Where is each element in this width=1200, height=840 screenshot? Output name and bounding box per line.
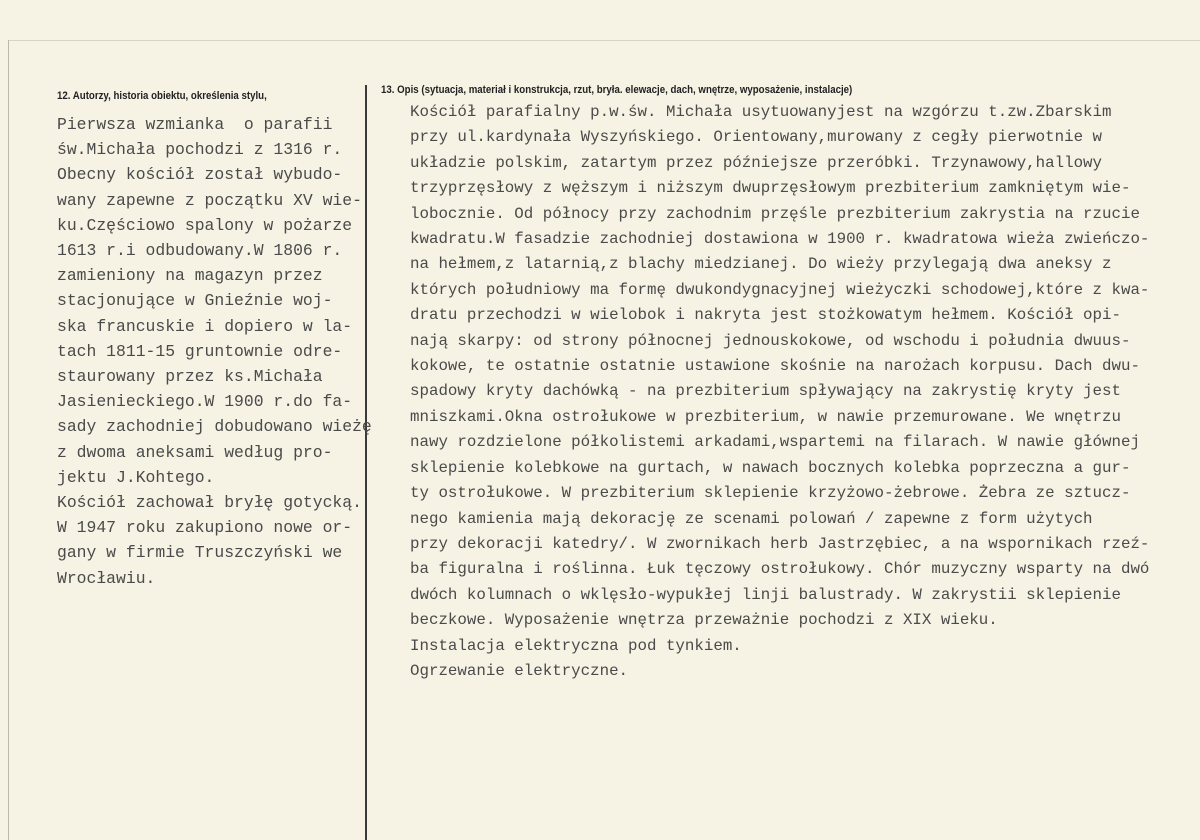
text-line: Kościół parafialny p.w.św. Michała usytuowanyjest na wzgórzu t.zw.Zbarskim [410,103,1112,121]
section-12-heading: 12. Autorzy, historia obiektu, określenia stylu, [57,90,267,102]
text-line: nego kamienia mają dekorację ze scenami polowań / zapewne z form użytych [410,509,1093,528]
text-line: W 1947 roku zakupiono nowe or- [57,518,353,538]
text-line: gany w firmie Truszczyński we [57,543,343,563]
text-line: beczkowe. Wyposażenie wnętrza przeważnie pochodzi z XIX wieku. [410,611,998,630]
text-line: sady zachodniej dobudowano wieżę [57,417,372,437]
text-line: św.Michała pochodzi z 1316 r. [57,140,343,160]
text-line: nają skarpy: od strony północnej jednouskokowe, od wschodu i południa dwuus- [410,331,1131,350]
text-line: Wrocławiu. [57,568,156,588]
text-line: ku.Częściowo spalony w pożarze [57,215,353,235]
text-line: Obecny kościół został wybudo- [57,165,343,185]
text-line: dratu przechodzi w wielobok i nakryta jest stożkowatym hełmem. Kościół opi- [410,306,1121,325]
text-line: tach 1811-15 gruntownie odre- [57,341,343,361]
text-line: ska francuskie i dopiero w la- [57,316,353,336]
text-line: Kościół zachował bryłę gotycką. [57,493,362,513]
text-line: 1613 r.i odbudowany.W 1806 r. [57,241,343,261]
text-line: lobocznie. Od północy przy zachodnim przęśle prezbiterium zakrystia na rzucie [410,204,1140,223]
text-line: których południowy ma formę dwukondygnacyjnej wieżyczki schodowej,które z kwa- [410,280,1150,299]
text-line: Ogrzewanie elektryczne. [410,661,629,680]
text-line: Instalacja elektryczna pod tynkiem. [410,636,742,655]
text-line: staurowany przez ks.Michała [57,367,323,387]
section-12-text [57,112,372,591]
text-line: kokowe, te ostatnie ostatnie ustawione skośnie na narożach korpusu. Dach dwu- [410,357,1140,376]
text-line: dwóch kolumnach o wklęsło-wypukłej linji balustrady. W zakrystii sklepienie [410,585,1121,604]
text-line: na hełmem,z latarnią,z blachy miedzianej. Do wieży przylegają dwa aneksy z [410,255,1112,274]
text-line: ty ostrołukowe. W prezbiterium sklepienie krzyżowo-żebrowe. Żebra ze sztucz- [410,484,1131,503]
page-border-left [8,40,9,840]
text-line: wany zapewne z początku XV wie- [57,190,362,210]
text-line: sklepienie kolebkowe na gurtach, w nawach bocznych kolebka poprzeczna a gur- [410,458,1131,477]
page-border-top [8,40,1200,41]
section-13-text [410,100,1149,684]
text-line: z dwoma aneksami według pro- [57,442,333,462]
text-line: ba figuralna i roślinna. Łuk tęczowy ostrołukowy. Chór muzyczny wsparty na dwó [410,560,1150,579]
text-line: spadowy kryty dachówką - na prezbiterium spływający na zakrystię kryty jest [410,382,1121,401]
text-line: zamieniony na magazyn przez [57,266,323,286]
text-line: mniszkami.Okna ostrołukowe w prezbiterium, w nawie przemurowane. We wnętrzu [410,407,1121,426]
text-line: stacjonujące w Gnieźnie woj- [57,291,333,311]
text-line: przy dekoracji katedry/. W zwornikach herb Jastrzębiec, a na wspornikach rzeź- [410,534,1150,553]
text-line: kwadratu.W fasadzie zachodniej dostawiona w 1900 r. kwadratowa wieża zwieńczo- [410,230,1150,249]
text-line: Jasienieckiego.W 1900 r.do fa- [57,392,353,412]
text-line: trzyprzęsłowy z węższym i niższym dwuprzęsłowym prezbiterium zamkniętym wie- [410,179,1131,198]
text-line: Pierwsza wzmianka o parafii [57,115,333,134]
text-line: jektu J.Kohtego. [57,467,215,487]
text-line: nawy rozdzielone półkolistemi arkadami,wspartemi na filarach. W nawie głównej [410,433,1140,452]
section-13-heading: 13. Opis (sytuacja, materiał i konstrukcja, rzut, bryła. elewacje, dach, wnętrze, wyposażenie, instalacje) [381,84,853,96]
text-line: przy ul.kardynała Wyszyńskiego. Orientowany,murowany z cegły pierwotnie w [410,128,1103,147]
text-line: układzie polskim, zatartym przez późniejsze przeróbki. Trzynawowy,hallowy [410,153,1103,172]
